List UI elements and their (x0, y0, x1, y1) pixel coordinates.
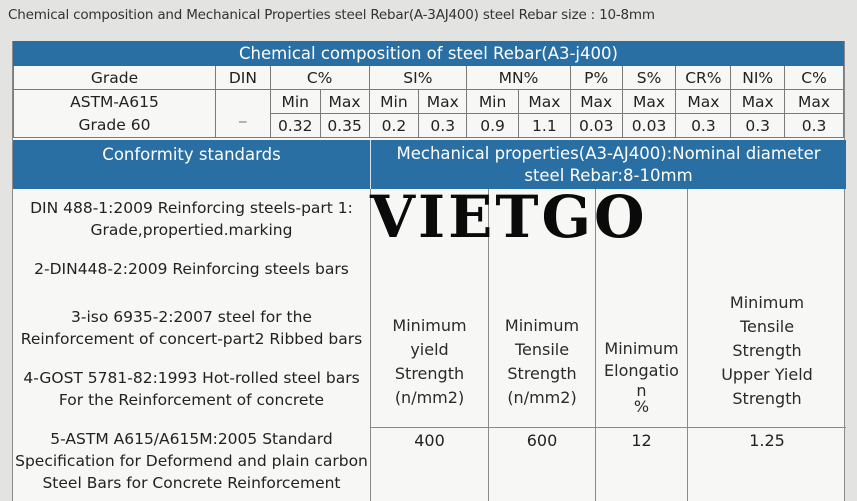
chemical-composition-table (13, 41, 844, 138)
standard-iso-6935-2 (13, 306, 370, 350)
standard-line: DIN 488-1:2009 Reinforcing steels-part 1: (30, 199, 353, 217)
standard-gost-5781-82 (13, 367, 370, 411)
sub-header: Max (785, 90, 844, 114)
standard-din-488-1 (13, 197, 370, 241)
standard-astm-a615 (13, 428, 370, 494)
value-cell: 0.03 (570, 114, 622, 138)
grade-standard: ASTM-A615 (14, 90, 216, 114)
header-s: S% (622, 66, 676, 90)
prop-elongation (596, 338, 687, 415)
sub-header: Max (570, 90, 622, 114)
sub-header: Max (622, 90, 676, 114)
value-yield-strength: 400 (414, 431, 445, 450)
row-divider (370, 427, 846, 428)
header-grade: Grade (14, 66, 216, 90)
mechanical-title-line2: steel Rebar:8-10mm (524, 166, 693, 185)
sub-header: Min (270, 90, 320, 114)
standard-line: 2-DIN448-2:2009 Reinforcing steels bars (34, 260, 349, 278)
prop-line: Strength (507, 364, 577, 383)
prop-line: Strength (732, 341, 802, 360)
value-cell: 0.3 (785, 114, 844, 138)
value-tensile-strength: 600 (526, 431, 558, 450)
header-p: P% (570, 66, 622, 90)
standard-line: Steel Bars for Concrete Reinforcement (42, 474, 341, 492)
value-strength-ratio: 1.25 (749, 431, 785, 450)
value-cell: 0.32 (270, 114, 320, 138)
prop-line: (n/mm2) (507, 388, 577, 407)
standard-line: For the Reinforcement of concrete (58, 391, 325, 409)
prop-line: yield (410, 340, 449, 359)
value-cell: 1.1 (518, 114, 570, 138)
rebar-spec-sheet (12, 41, 845, 501)
prop-tensile-upper-yield-ratio (688, 291, 846, 411)
sub-header: Max (518, 90, 570, 114)
mechanical-title-line1: Mechanical properties(A3-AJ400):Nominal diameter (396, 144, 821, 163)
header-din: DIN (216, 66, 271, 90)
standard-din-448-2 (13, 258, 370, 280)
conformity-title: Conformity standards (102, 145, 281, 164)
header-cr: CR% (676, 66, 731, 90)
value-cell: 0.03 (622, 114, 676, 138)
standard-line: 5-ASTM A615/A615M:2005 Standard (50, 430, 333, 448)
sub-header: Min (369, 90, 419, 114)
value-elongation: 12 (631, 431, 652, 450)
din-value: _ (216, 90, 271, 138)
standard-line: 4-GOST 5781-82:1993 Hot-rolled steel bars (23, 369, 360, 387)
prop-line: Strength (732, 389, 802, 408)
prop-line: Strength (394, 364, 465, 383)
value-cell: 0.2 (369, 114, 419, 138)
prop-line: Tensile (514, 340, 570, 359)
header-ni: NI% (731, 66, 785, 90)
value-cell: 0.3 (676, 114, 731, 138)
sub-header: Max (320, 90, 369, 114)
standard-line: 3-iso 6935-2:2007 steel for the (71, 308, 312, 326)
vietgo-watermark: VIETGO (370, 183, 648, 251)
prop-line: Minimum (392, 316, 467, 335)
prop-line: Minimum (604, 339, 679, 358)
header-c2: C% (785, 66, 844, 90)
prop-tensile-strength (489, 314, 595, 410)
prop-line: Tensile (739, 317, 795, 336)
header-mn: MN% (467, 66, 571, 90)
prop-yield-strength (371, 314, 488, 410)
sub-header: Max (419, 90, 467, 114)
sub-header: Max (731, 90, 785, 114)
page-caption: Chemical composition and Mechanical Properties steel Rebar(A-3AJ400) steel Rebar size : 10-8mm (8, 7, 655, 23)
section-header-band (13, 140, 846, 189)
chemical-table-title: Chemical composition of steel Rebar(A3-j400) (14, 42, 844, 66)
grade-level: Grade 60 (14, 114, 216, 138)
prop-line: Upper Yield (721, 365, 813, 384)
prop-line: n (636, 381, 647, 400)
prop-line: % (633, 397, 650, 416)
mechanical-title (371, 140, 846, 189)
standard-line: Specification for Deformend and plain carbon (15, 452, 368, 470)
standard-line: Reinforcement of concert-part2 Ribbed bars (20, 330, 363, 348)
sub-header: Max (676, 90, 731, 114)
prop-line: (n/mm2) (394, 388, 465, 407)
sub-header: Min (467, 90, 519, 114)
prop-line: Minimum (504, 316, 580, 335)
value-cell: 0.3 (419, 114, 467, 138)
prop-line: Minimum (729, 293, 805, 312)
header-c: C% (270, 66, 369, 90)
value-cell: 0.3 (731, 114, 785, 138)
prop-line: Elongatio (604, 361, 679, 380)
standard-line: Grade,propertied.marking (90, 221, 293, 239)
header-si: SI% (369, 66, 467, 90)
value-cell: 0.9 (467, 114, 519, 138)
value-cell: 0.35 (320, 114, 369, 138)
